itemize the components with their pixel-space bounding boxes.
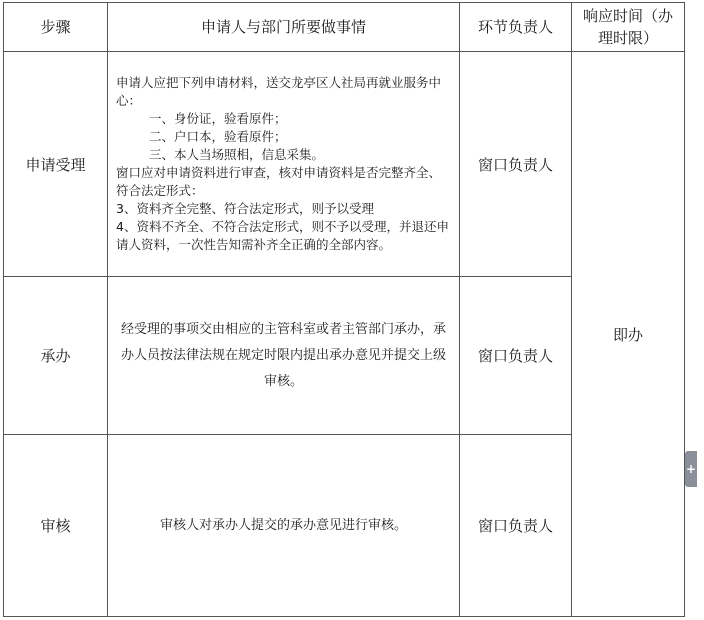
owner-review: 窗口负责人 [460,435,572,617]
task-accept-line: 窗口应对申请资料进行审查，核对申请资料是否完整齐全、符合法定形式： [116,165,442,198]
task-accept [108,52,460,277]
task-review: 审核人对承办人提交的承办意见进行审核。 [108,435,460,617]
header-step: 步骤 [4,3,108,52]
task-handle: 经受理的事项交由相应的主管科室或者主管部门承办，承办人员按法律法规在规定时限内提出承办意见并提交上级审核。 [108,277,460,435]
table-row-accept [4,52,685,277]
header-time [572,3,685,52]
plus-icon: + [685,462,697,476]
header-time-label: 响应时间（办理时限） [582,7,673,47]
owner-handle: 窗口负责人 [460,277,572,435]
task-accept-line: 一、身份证，验看原件； [149,111,287,126]
response-time-cell: 即办 [572,52,685,617]
task-accept-line: 3、资料齐全完整、符合法定形式，则予以受理 [116,201,374,216]
header-task: 申请人与部门所要做事情 [108,3,460,52]
task-accept-line: 4、资料不齐全、不符合法定形式，则不予以受理，并退还申请人资料，一次性告知需补齐全正确的全部内容。 [116,219,449,252]
owner-accept: 窗口负责人 [460,52,572,277]
task-accept-line: 申请人应把下列申请材料，送交龙亭区人社局再就业服务中心： [116,75,442,108]
side-expand-tab[interactable] [685,451,697,487]
header-owner: 环节负责人 [460,3,572,52]
procedure-table [3,2,685,617]
step-accept: 申请受理 [4,52,108,277]
task-accept-line: 三、本人当场照相，信息采集。 [149,147,325,162]
header-row [4,3,685,52]
step-handle: 承办 [4,277,108,435]
task-accept-line: 二、户口本，验看原件； [149,129,287,144]
step-review: 审核 [4,435,108,617]
